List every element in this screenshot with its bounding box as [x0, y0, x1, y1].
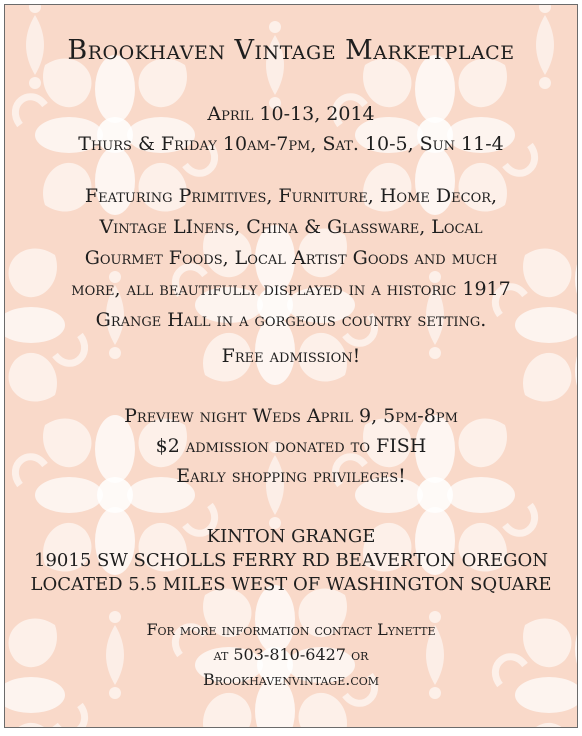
featuring-paragraph [5, 181, 577, 336]
venue-street: 19015 SW SCHOLLS FERRY RD BEAVERTON OREGON [34, 550, 548, 571]
preview-line: Early shopping privileges! [176, 465, 406, 487]
event-hours: Thurs & Friday 10am-7pm, Sat. 10-5, Sun 11-4 [78, 133, 504, 155]
venue-directions: LOCATED 5.5 MILES WEST OF WASHINGTON SQUARE [30, 574, 552, 595]
preview-line: Preview night Weds April 9, 5pm-8pm [124, 405, 458, 427]
contact-line: For more information contact Lynette [146, 620, 436, 639]
event-flyer [4, 4, 578, 728]
featuring-line: Vintage LInens, China & Glassware, Local [99, 216, 483, 238]
preview-line: $2 admission donated to FISH [155, 435, 427, 457]
preview-night-info [5, 401, 577, 491]
featuring-line: Gourmet Foods, Local Artist Goods and much [84, 247, 498, 269]
venue-name: KINTON GRANGE [206, 526, 376, 547]
admission-note [5, 341, 577, 371]
free-admission-text: Free admission! [221, 345, 361, 367]
contact-website[interactable]: Brookhavenvintage.com [202, 670, 380, 689]
event-schedule [5, 99, 577, 159]
page-title: Brookhaven Vintage Marketplace [67, 35, 515, 66]
featuring-line: Grange Hall in a gorgeous country setting. [95, 309, 487, 331]
event-dates: April 10-13, 2014 [207, 103, 375, 125]
featuring-line: more, all beautifully displayed in a historic 1917 [71, 278, 511, 300]
contact-info [5, 617, 577, 692]
featuring-line: Featuring Primitives, Furniture, Home Decor, [84, 185, 498, 207]
contact-phone: at 503-810-6427 or [213, 645, 369, 664]
flyer-content [5, 5, 577, 727]
venue-address [5, 525, 577, 597]
